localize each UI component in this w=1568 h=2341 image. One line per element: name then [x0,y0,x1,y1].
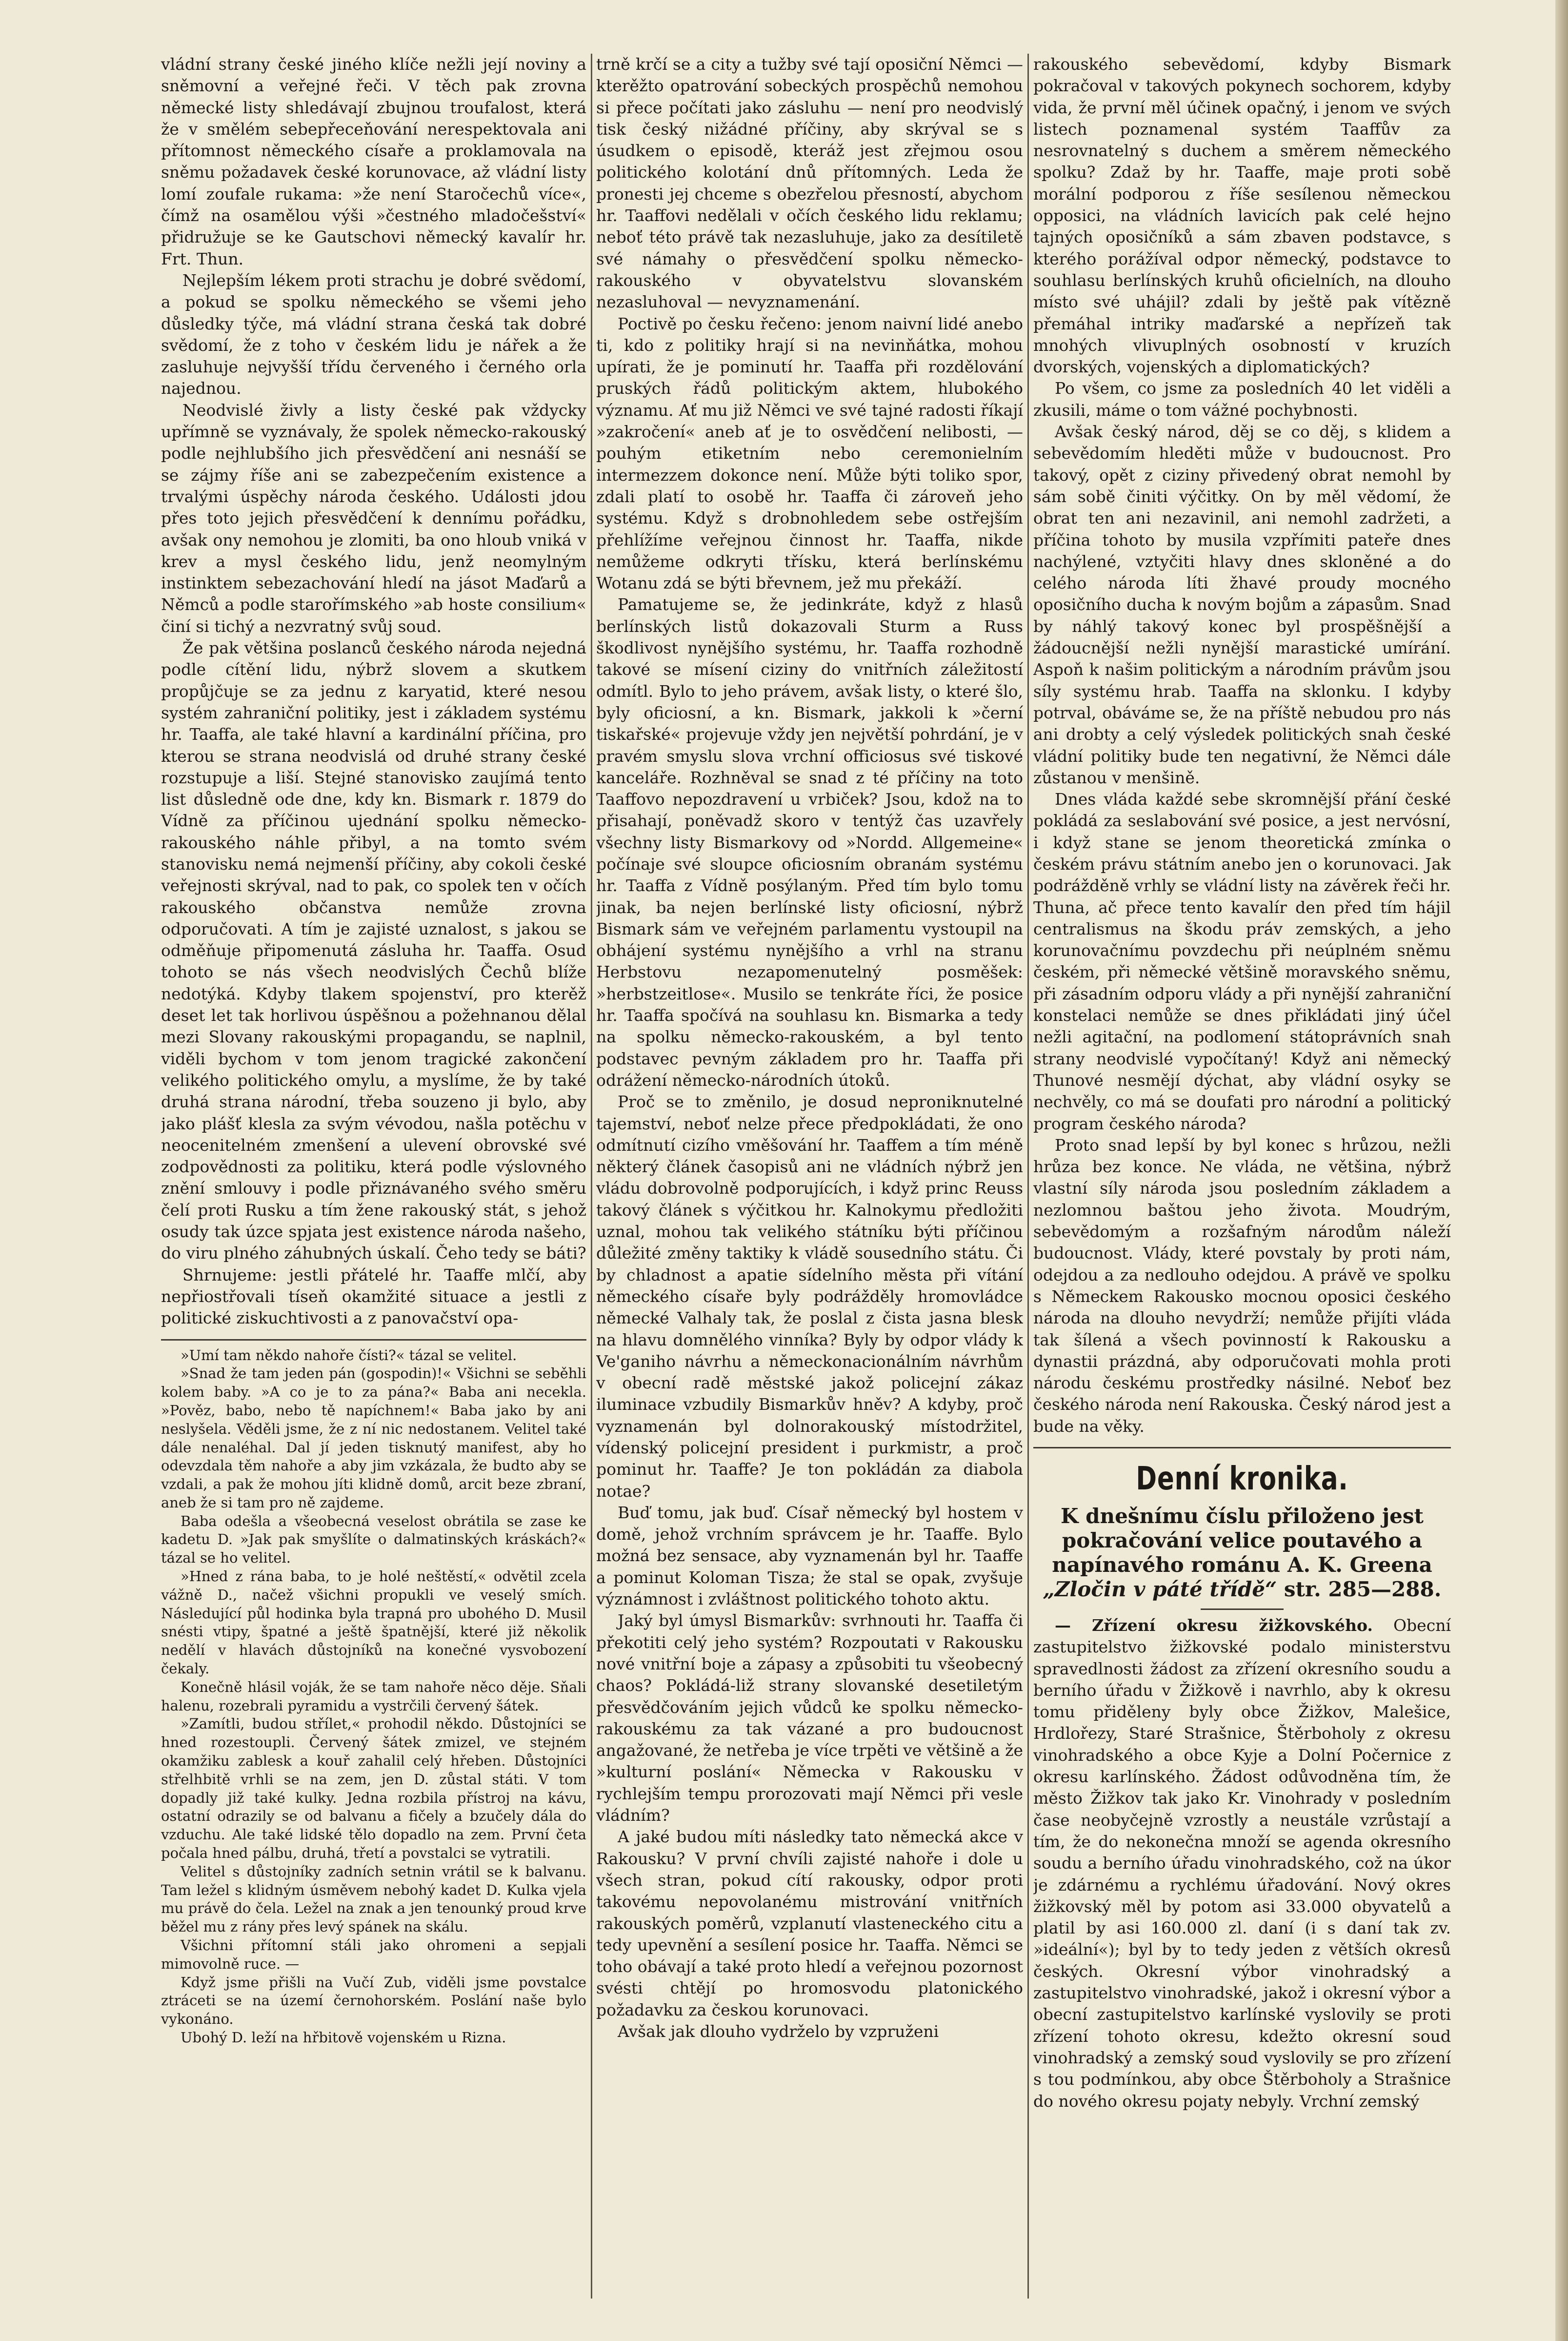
paragraph: »Snad že tam jeden pán (gospodin)!« Všichni se seběhli kolem baby. »A co je to za pána?« Baba ani necekla. »Pověz, babo, nebo tě napíchnem!« Baba jako by ani neslyšela. Věděli jsme, že z ní nic nedostanem. Velitel také dále nenaléhal. Dal jí jeden tisknutý manifest, aby ho odevzdala těm nahoře a aby jim vzkázala, že budto aby se vzdali, a pak že mohou jíti klidně domů, arcit beze zbraní, aneb že si tam pro ně zajdeme. [161,1365,586,1511]
supplement-notice [1033,1504,1451,1602]
paragraph: »Hned z rána baba, to je holé neštěstí,« odvětil zcela vážně D., načež všichni propukli ve veselý smích. Následující půl hodinka byla trapná pro ubohého D. Musil snésti vtipy, špatné a ještě špatnější, které již několik nedělí v hlavách důstojníků na konečné vysvobození čekaly. [161,1568,586,1677]
column-3 [1033,54,1451,2299]
paragraph: Shrnujeme: jestli přátelé hr. Taaffe mlčí, aby nepřiostřovali tíseň okamžité situace a jestli z politické ziskuchtivosti a z panovačství opa- [161,1265,586,1328]
paragraph: Jaký byl úmysl Bismarkův: svrhnouti hr. Taaffa či překotiti celý jeho systém? Rozpoutati v Rakousku nové vnitřní boje a zápasy a způsobiti tu všeobecný chaos? Pokládá-liž strany slovanské desetiletým přesvědčováním jejich vůdců ke spolku německo-rakouskému za tak vázané a pro budoucnost angažované, že netřeba je více trpěti ve většině a že »kulturní poslání« Německa v Rakousku v rychlejším tempu prorozovati mají Němci při vesle vládním? [596,1611,1023,1825]
notice-text: K dnešnímu číslu přiloženo jest pokračování velice poutavého a napínavého románu A. K. Greena [1052,1504,1432,1577]
paragraph: Avšak jak dlouho vydrželo by vzpruženi [618,2022,939,2041]
column-rule [1027,54,1029,2299]
paragraph: Konečně hlásil voják, že se tam nahoře něco děje. Sňali halenu, rozebrali pyramidu a vystrčili červený šátek. [161,1678,586,1714]
news-headline: — Zřízení okresu žižkovského. [1055,1616,1373,1635]
political-article-part-1 [161,54,586,1329]
paragraph: Buď tomu, jak buď. Císař německý byl hostem v domě, jehož vrchním správcem je hr. Taaffe. Bylo možná bez sensace, aby vyznamenán byl hr. Taaffe a pominut Koloman Tisza; že stal se opak, zvyšuje význámnost i zvláštnost politického tohoto aktu. [596,1503,1023,1609]
column-rule [591,54,592,2299]
paragraph: Proč se to změnilo, je dosud neproniknutelné tajemství, neboť nelze přece předpokládati, že ono odmítnutí cizího vměšování hr. Taaffem a tím méně některý článek časopisů ani ne vládních nýbrž jen vládu dobrovolně podporujících, i když princ Reuss takový článek s výčitkou hr. Kalnokymu předložiti uznal, mohou tak velikého státníku býti příčinou důležité změny taktiky k vládě sousedního státu. Či by chladnost a apatie sídelního města při vítání německého císaře byly podrážděly hromovládce německé Valhaly tak, že poslal z čista jasna blesk na hlavu domnělého vinníka? Byly by odpor vlády k Ve'ganiho návrhu a německonacionálním návrhům v obecní radě městské jakož policejní zákaz iluminace vzbudily Bismarkův hněv? A kdyby, proč vyznamenán byl dolnorakouský místodržitel, vídenský policejní president i purkmistr, a proč pominut hr. Taaffe? Je ton pokládán za diabola notae? [596,1092,1023,1501]
feuilleton-story [161,1346,586,2047]
paragraph: A jaké budou míti následky tato německá akce v Rakousku? V první chvíli zajisté nahoře i dole u všech stran, pokud cítí rakousky, odpor proti takovému nepovolanému mistrování vnitřních rakouských poměrů, vzplanutí vlasteneckého citu a tedy upevnění a sesílení posice hr. Taaffa. Němci se toho obávají a také proto hledí a veřejnou pozornost svésti chtějí po hromosvodu platonického požadavku za českou korunovaci. [596,1827,1023,2019]
paragraph: Když jsme přišli na Vučí Zub, viděli jsme povstalce ztráceti se na území černohorském. Poslání naše bylo vykonáno. [161,1974,586,2028]
paragraph: Neodvislé živly a listy české pak vždycky upřímně se vyznávaly, že spolek německo-rakouský podle nejhlubšího jich přesvědčení ani nesnáší se se zájmy říše ani se zabezpečením existence a trvalými úspěchy národa českého. Události jdou přes toto jejich přesvědčení k dennímu pořádku, avšak ony nemohou je zlomiti, ba ono hloub vniká v krev a mysl českého lidu, jenž neomylným instinktem sebezachování hledí na jásot Maďarů a Němců a podle starořímského »ab hoste consilium« činí si tichý a nezvratný svůj soud. [161,400,586,636]
paragraph: Velitel s důstojníky zadních setnin vrátil se k balvanu. Tam ležel s klidným úsměvem nebohý kadet D. Kulka vjela mu právě do čela. Ležel na znak a jen tenounký proud krve běžel mu z rány přes levý spánek na skálu. [161,1863,586,1935]
column-2 [596,54,1023,2299]
column-1 [161,54,586,2299]
paragraph: Že pak většina poslanců českého národa nejedná podle cítění lidu, nýbrž slovem a skutkem propůjčuje se za jednu z karyatid, které nesou systém zahraniční politiky, jest i základem systému hr. Taaffa, ale také hlavní a kardinální příčina, pro kterou se strana neodvislá od druhé strany české rozstupuje a liší. Stejné stanovisko zaujímá tento list důsledně ode dne, kdy kn. Bismark r. 1879 do Vídně za příčinou ujednání spolku německo-rakouského náhle přibyl, a na tomto svém stanovisku nemá nejmenší příčiny, aby cokoli české veřejnosti skrýval, nad to pak, co spolek ten v očích rakouského občanstva nemůže zrovna odporučovati. A tím je zajisté uznalost, s jakou se odměňuje připomenutá zásluha hr. Taaffa. Osud tohoto se nás všech neodvislých Čechů blíže nedotýká. Kdyby tlakem spojenství, pro kterěž deset let tak horlivou úspěšnou a požehnanou dělal mezi Slovany rakouskými propagandu, se naplnil, viděli bychom v tom jenom tragické zakončení velikého politického omylu, a myslíme, že by také druhá strana národní, třeba souzeno ji bylo, aby jako plášť klesla za svým vévodou, našla potěchu v neocenitelném zmenšení a ulevení obrovské své zodpovědnosti za politiku, která podle výslovného znění smlouvy i podle přiznávaného svého směru čelí proti Rusku a tím žene rakouský stát, s jehož osudy tak úzce spjata jest existence národa našeho, do viru plného záhubných úskalí. Čeho tedy se báti? [161,638,586,1263]
paragraph: Dnes vláda každé sebe skromnější přání české pokládá za seslabování své posice, a jest nervósní, i když stane se jenom theoretická zmínka o českém právu státním anebo jen o korunovaci. Jak podrážděně vrhly se vládní listy na závěrek řeči hr. Thuna, ač přece tento kavalír den před tím hájil centralismus na škodu práv zemských, a jeho korunovačnímu povzdechu při neúplném sněmu českém, při německé většině moravského sněmu, při zásadním odporu vlády a při nynější zahraniční konstelaci nemůže se dnes přikládati jiný účel nežli agitační, na podlomení státoprávních snah strany neodvislé vypočítaný! Když ani německý Thunové nesmějí dýchat, aby vládní osyky se nechvěly, co má se doufati pro národní a politický program českého národa? [1033,790,1451,1133]
news-items [1033,1615,1451,2112]
paragraph: Pamatujeme se, že jedinkráte, když z hlasů berlínských listů dokazovali Sturm a Russ škodlivost nynějšího systému, hr. Taaffa rozhodně takové se mísení ciziny do vnitřních záležitostí odmítl. Bylo to jeho právem, avšak listy, o které šlo, byly oficiosní, a kn. Bismark, jakkoli k »černí tiskařské« projevuje vždy jen největší pohrdání, je v pravém smyslu slova vrchní officiosus své tiskové kanceláře. Rozhněval se snad z té příčiny na toto Taaffovo nepozdravení u vrbiček? Jsou, kdož na to přisahají, poněvadž skoro v tentýž čas uzavřely všechny listy Bismarkovy od »Nordd. Allgemeine« počínaje své sloupce oficiosním obranám systému hr. Taaffa z Vídně posýlaným. Před tím bylo tomu jinak, ba nejen berlínské listy oficiosní, nýbrž Bismark sám ve veřejném parlamentu vystoupil na obhájení systému nynějšího a vrhl na stranu Herbstovu nezapomenutelný posměšek: »herbstzeitlose«. Musilo se tenkráte říci, že posice hr. Taaffa spočívá na souhlasu kn. Bismarka a tedy na spolku německo-rakouském, a byl tento podstavec pevným základem pro hr. Taaffa při odrážení německo-národních útoků. [596,595,1023,1090]
short-divider [1201,1608,1284,1610]
feuilleton-separator [161,1339,586,1341]
paragraph: rakouského sebevědomí, kdyby Bismark pokračoval v takových pokynech sochorem, kdyby vida, že první měl účinek opačný, i jenom ve svých listech poznamenal systém Taaffův za nesrovnatelný s duchem a směrem německého spolku? Zdaž by hr. Taaffe, maje proti sobě morální podporou z říše sesílenou německou opposici, na vládních lavicích pak celé hejno tajných oposičníků a sám zbaven podstavce, s kterého porážíval odpor německý, podstavce to souhlasu berlínských kruhů oficielních, na dlouho místo své uhájil? zdali by ještě pak vítězně přemáhal intriky maďarské a nepřízeň tak mnohých vlivuplných osobností v kruzích dvorských, vojenských a diplomatických? [1033,55,1451,377]
binding-edge [1555,0,1568,2341]
novel-title: „Zločin v páté třídě“ [1043,1577,1277,1601]
paragraph: Avšak český národ, děj se co děj, s klidem a sebevědomím hleděti může v budoucnost. Pro takový, opět z ciziny přivedený obrat nemohl by sám sobě činiti výčitky. On by měl vědomí, že obrat ten ani nezavinil, ani nemohl zadržeti, a příčina tohoto by musila vzpřímiti pateře dnes nachýlené, vztyčiti hlavy dnes skloněné a do celého národa líti žhavé proudy mocného oposičního ducha k novým bojům a zápasům. Snad by náhlý takový konec byl prospěšnější a žádoucnější nežli nynější marastické umírání. Aspoň k našim politickým a národním právům jsou síly systému hrab. Taaffa na sklonku. I kdyby potrval, obáváme se, že na příště nebudou pro nás ani drobty a celý výsledek politických snah české vládní politiky bude ten negativní, že Němci dále zůstanou v menšině. [1033,422,1451,787]
paragraph: »Zamítli, budou střílet,« prohodil někdo. Důstojníci se hned rozestoupli. Červený šátek zmizel, ve stejném okamžiku zablesk a kouř zahalil celý hřeben. Důstojníci střelhbitě vrhli se na zem, jen D. zůstal státi. V tom dopadly již také kulky. Jedna rozbila přístroj na kávu, ostatní odrazily se od balvanu a fičely a bzučely dála do vzduchu. Ale také lidské tělo dopadlo na zem. První četa počala hned pálbu, druhá, třetí a povstalci se vytratili. [161,1715,586,1862]
paragraph: Proto snad lepší by byl konec s hrůzou, nežli hrůza bez konce. Ne vláda, ne většina, nýbrž vlastní síly národa jsou posledním základem a nezlomnou baštou jeho života. Moudrým, sebevědomým a rozšafným národům náleží budoucnost. Vlády, které povstaly by proti nám, odejdou a za nedlouho odejdou. A právě ve spolku s Německem Rakousko mocnou oposici českého národa na dlouho nevydrží; nemůže přijíti vláda tak šílená a všech povinností k Rakousku a dynastii prázdná, aby odporučovati mohla proti národu českému prostředky násilné. Neboť bez českého národa není Rakouska. Český národ jest a bude na věky. [1033,1135,1451,1436]
paragraph: Nejlepším lékem proti strachu je dobré svědomí, a pokud se spolku německého se všemi jeho důsledky týče, má vládní strana česká tak dobré svědomí, že z toho v českém lidu je nářek a že zasluhuje nejvyšší třídu červeného i černého orla najednou. [161,270,586,398]
paragraph: Po všem, co jsme za posledních 40 let viděli a zkusili, máme o tom vážné pochybnosti. [1033,379,1451,420]
news-body: Obecní zastupitelstvo žižkovské podalo ministerstvu spravedlnosti žádost za zřízení okresního soudu a berního úřadu v Žižkově i navrhlo, aby k okresu tomu přiděleny byly obce Žižkov, Malešice, Hrdlořezy, Staré Strašnice, Štěrboholy z okresu vinohradského a obce Kyje a Dolní Počernice z okresu karlínského. Žádost odůvodněna tím, že město Žižkov tak jako Kr. Vinohrady v posledním čase neobyčejně vzrostly a neustále vzrůstají a tím, že do nekonečna množí se agenda okresního soudu a berního úřadu vinohradského, což na úkor je zdárnému a rychlému úřadování. Nový okres žižkovský měl by potom asi 33.000 obyvatelů a platil by asi 160.000 zl. daní (i s daní tak zv. »ideální«); byl by to tedy jeden z větších okresů českých. Okresní výbor vinohradský a zastupitelstvo vinohradské, jakož i okresní výbor a obecní zastupitelstvo karlínské vyslovily se proti zřízení tohoto okresu, kdežto okresní soud vinohradský a zemský soud vyslovily se pro zřízení s tou podmínkou, aby obce Štěrboholy a Strašnice do nového okresu pojaty nebyly. Vrchní zemský [1033,1616,1451,2111]
paragraph: trně krčí se a city a tužby své tají oposiční Němci — kterěžto opatrování sobeckých prospěchů nemohou si přece počítati jako zásluhu — není pro neodvislý tisk český nižádné příčiny, aby skrýval se s úsudkem o episodě, kteráž jest zřejmou osou politického kolotání dnů přítomných. Leda že pronesti jej chceme s obezřelou přesností, abychom hr. Taaffovi nedělali v očích českého lidu reklamu; neboť této právě tak nezasluhuje, jako za desítiletě své námahy o přesvědčení spolku německo-rakouského v obyvatelstvu slovanském nezasluhoval — nevyznamenání. [596,55,1023,312]
paragraph: »Umí tam někdo nahoře čísti?« tázal se velitel. [181,1346,517,1364]
notice-pages: str. 285—288. [1284,1577,1442,1601]
news-item [1033,1615,1451,2112]
political-article-part-3 [1033,54,1451,1437]
paragraph: Ubohý D. leží na hřbitově vojenském u Rizna. [181,2029,506,2046]
paragraph: Poctivě po česku řečeno: jenom naivní lidé anebo ti, kdo z politiky hrají si na nevinňátka, mohou upírati, že je pominutí hr. Taaffa při rozdělování pruských řádů politickým aktem, hlubokého významu. Ať mu již Němci ve své tajné radosti říkají »zakročení« aneb ať je to osvědčení nelibosti, — pouhým etiketním nebo ceremonielním intermezzem dokonce není. Může býti toliko spor, zdali platí to osobě hr. Taaffa či zároveň jeho systému. Když s drobnohledem sebe ostřejším přehlížíme veřejnou činnost hr. Taaffa, nikde nemůžeme odkryti třísku, která berlínskému Wotanu zdá se býti břevnem, jež mu překáží. [596,314,1023,593]
political-article-part-2 [596,54,1023,2042]
paragraph: Baba odešla a všeobecná veselost obrátila se zase ke kadetu D. »Jak pak smyšlíte o dalmatinských kráskách?« tázal se ho velitel. [161,1512,586,1567]
section-title: Denní kronika. [1136,1460,1348,1497]
paragraph: Všichni přítomní stáli jako ohromeni a sepjali mimovolně ruce. — [161,1937,586,1972]
paragraph: vládní strany české jiného klíče nežli její noviny a sněmovní a veřejné řeči. V těch pak zrovna německé listy shledávají zbujnou troufalost, která že v smělém sebepřeceňování nerespektovala ani přítomnost německého císaře a proklamovala na sněmu požadavek české korunovace, až vládní listy lomí zoufale rukama: »že není Staročechů více«, čímž na osamělou výši »čestného mladočešství« přidružuje se ke Gautschovi německý kavalír hr. Frt. Thun. [161,55,586,268]
section-separator [1033,1447,1451,1448]
